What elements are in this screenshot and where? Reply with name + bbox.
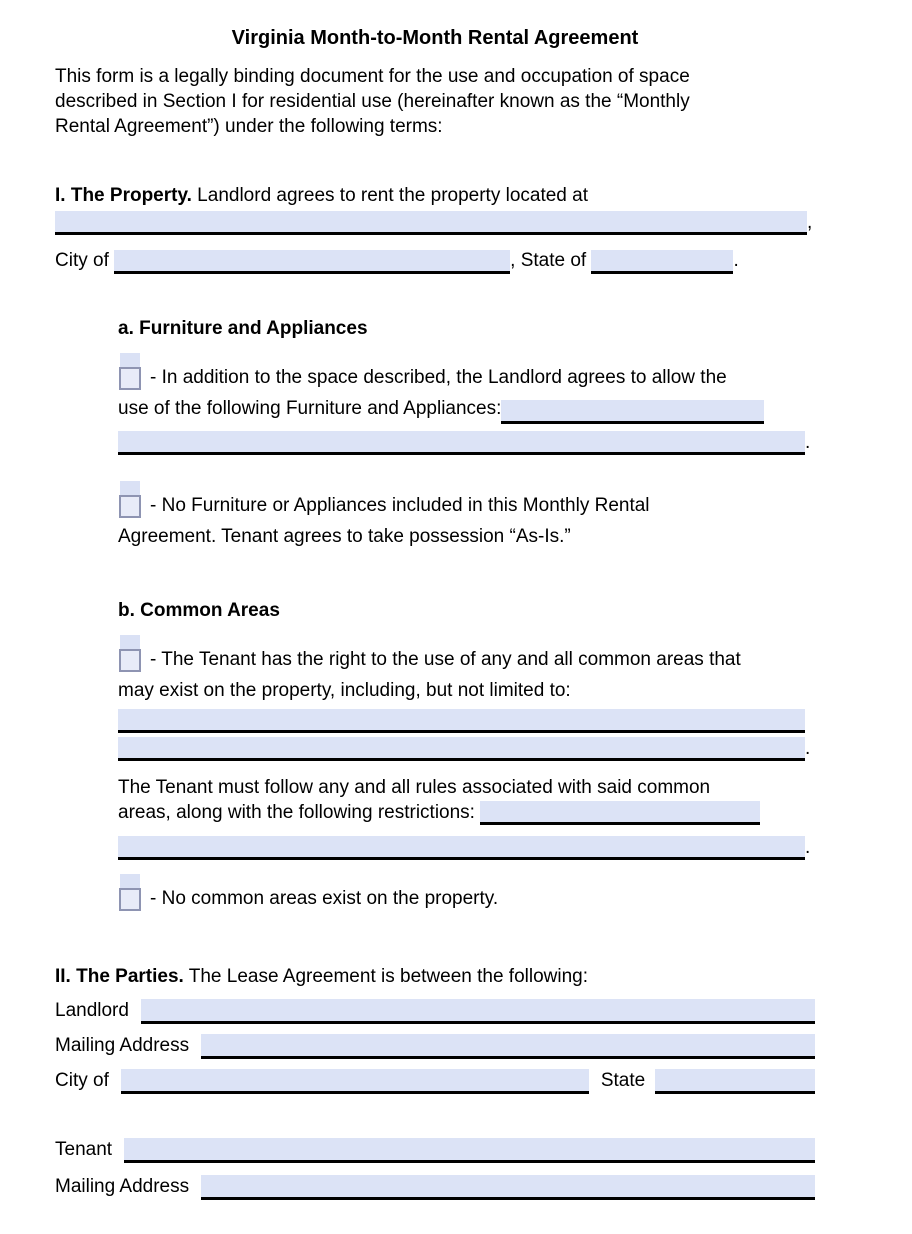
common-rules-paragraph [118,775,818,825]
no-furniture-option [118,481,818,552]
landlord-city-label: City of [55,1070,109,1091]
tenant-label: Tenant [55,1139,113,1160]
common-areas-list-line-2 [118,736,818,761]
period-after-restrictions: . [805,837,811,858]
common-areas-text-line-2: may exist on the property, including, but not limited to: [118,680,571,701]
furniture-heading: a. Furniture and Appliances [118,318,368,339]
furniture-included-text-line-2: use of the following Furniture and Appliances: [118,398,502,419]
common-areas-checkbox[interactable] [118,635,143,675]
property-state-label: , State of [510,250,587,271]
restrictions-input[interactable] [480,801,760,825]
period-after-common-areas: . [805,738,811,759]
no-common-areas-text: - No common areas exist on the property. [150,888,499,909]
landlord-city-input[interactable] [121,1069,589,1094]
no-furniture-text-line-2: Agreement. Tenant agrees to take possession “As-Is.” [118,526,571,547]
intro-line-2: described in Section I for residential use (hereinafter known as the “Monthly [55,91,690,112]
common-areas-list-line-1 [118,708,818,733]
furniture-included-text-line-1: - In addition to the space described, the Landlord agrees to allow the [150,367,727,388]
furniture-list-input-2[interactable] [118,431,805,455]
common-rules-line-1: The Tenant must follow any and all rules associated with said common [118,777,711,798]
landlord-mailing-address-input[interactable] [201,1034,815,1059]
property-address-input[interactable] [55,211,807,235]
period-after-state: . [733,250,739,271]
restrictions-input-2[interactable] [118,836,805,860]
property-address-line [55,210,815,235]
intro-paragraph [55,64,815,139]
common-areas-option [118,635,818,706]
landlord-label: Landlord [55,1000,129,1021]
furniture-included-checkbox[interactable] [118,353,143,393]
landlord-mailing-row [55,1032,815,1059]
section-1-heading-rest: Landlord agrees to rent the property located at [191,185,588,206]
furniture-included-option [118,353,818,424]
section-1-heading [55,183,815,208]
landlord-state-input[interactable] [655,1069,815,1094]
landlord-row [55,997,815,1024]
intro-line-1: This form is a legally binding document for the use and occupation of space [55,66,690,87]
comma-after-address: , [807,212,813,233]
no-furniture-text-line-1: - No Furniture or Appliances included in this Monthly Rental [150,495,650,516]
furniture-list-input[interactable] [501,400,764,424]
section-2-heading-bold: II. The Parties. [55,966,184,987]
property-city-label: City of [55,250,109,271]
tenant-mailing-label: Mailing Address [55,1176,190,1197]
tenant-name-input[interactable] [124,1138,815,1163]
period-after-furniture: . [805,432,811,453]
checkbox-box-icon [119,495,141,518]
tenant-row [55,1136,815,1163]
common-areas-heading: b. Common Areas [118,600,280,621]
common-areas-input-2[interactable] [118,737,805,761]
checkbox-box-icon [119,888,141,911]
tenant-mailing-row [55,1173,815,1200]
common-rules-line-2: areas, along with the following restrictions: [118,802,475,823]
landlord-state-label: State [600,1070,646,1091]
common-areas-text-line-1: - The Tenant has the right to the use of any and all common areas that [150,649,741,670]
tenant-mailing-address-input[interactable] [201,1175,815,1200]
common-areas-input-1[interactable] [118,709,805,733]
checkbox-box-icon [119,649,141,672]
restrictions-continuation-line [118,835,818,860]
checkbox-box-icon [119,367,141,390]
section-1-subsections [118,316,818,914]
no-furniture-checkbox[interactable] [118,481,143,521]
section-2-heading [55,964,815,989]
landlord-city-state-row [55,1067,815,1094]
section-1-heading-bold: I. The Property. [55,185,192,206]
intro-line-3: Rental Agreement”) under the following terms: [55,116,443,137]
furniture-list-continuation-line [118,430,818,455]
document-title: Virginia Month-to-Month Rental Agreement [231,27,639,49]
no-common-areas-checkbox[interactable] [118,874,143,914]
section-2-heading-rest: The Lease Agreement is between the following: [183,966,589,987]
no-common-areas-option [118,874,818,914]
property-state-input[interactable] [591,250,733,274]
property-city-state-row [55,247,815,274]
landlord-name-input[interactable] [141,999,815,1024]
property-city-input[interactable] [114,250,510,274]
landlord-mailing-label: Mailing Address [55,1035,190,1056]
